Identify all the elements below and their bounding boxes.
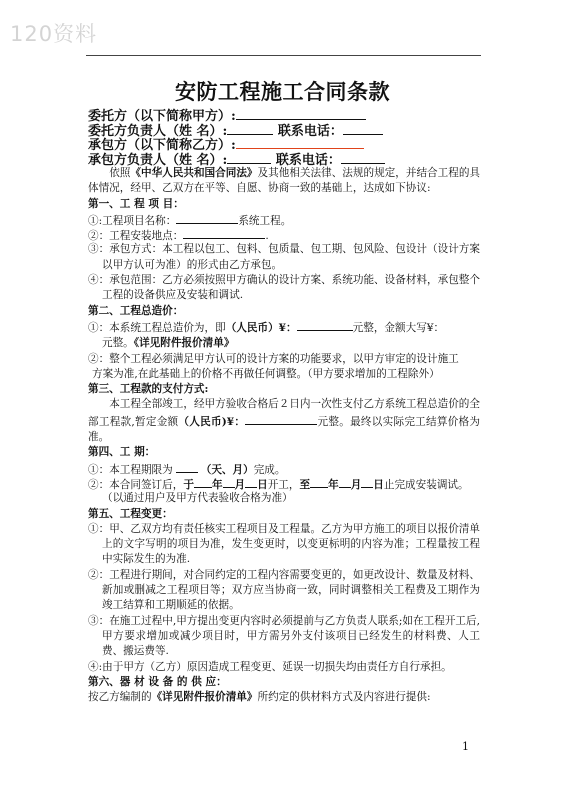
install-location-line: ②：工程安装地点： . — [88, 227, 480, 242]
duration-blank[interactable] — [176, 461, 198, 473]
client-rep-line — [88, 123, 480, 138]
change-item-3: ③：在施工过程中,甲方提出变更内容时必须提前与乙方负责人联系;如在工程开工后,甲方要求增加或减少项目时，甲方需另外支付该项目已经发生的材料费、人工费、搬运费等. — [88, 614, 480, 658]
change-item-2: ②：工程进行期间，对合同约定的工程内容需要变更的，如更改设计、数量及材料、新加或删减之工程项目等；双方应当协商一致，同时调整相关工程费及工期作为竣工结算和工期顺延的依据。 — [88, 568, 480, 612]
install-location-blank[interactable] — [183, 227, 265, 239]
section-3-heading: 第三、工程款的支付方式: — [88, 383, 209, 396]
end-day-blank[interactable] — [361, 476, 373, 488]
start-month-blank[interactable] — [223, 476, 235, 488]
intro-paragraph: 依照《中华人民共和国合同法》及其他相关法律、法规的规定，并结合工程的具体情况，经甲、乙双方在平等、自愿、协商一致的基础上，达成如下协议: — [88, 167, 481, 195]
payment-blank[interactable] — [245, 413, 317, 425]
header-rule — [86, 55, 481, 56]
contract-mode-item: ③：承包方式：本工程以包工、包料、包质量、包工期、包风险、包设计（设计方案以甲方认可为准）的形式由乙方承包。 — [88, 243, 480, 271]
end-year-blank[interactable] — [310, 476, 328, 488]
contract-body — [88, 108, 480, 705]
client-label: 委托方（以下简称甲方）: — [88, 109, 236, 124]
section-6-heading: 第六、器 材 设 备 的 供 应： — [88, 675, 227, 688]
contractor-phone-label: 联系电话： — [275, 152, 341, 168]
section-1-heading: 第一、工 程 项 目： — [88, 197, 184, 210]
end-month-blank[interactable] — [339, 476, 351, 488]
contractor-rep-blank[interactable] — [227, 152, 271, 164]
contract-scope-item: ④：承包范围：乙方必须按照甲方确认的设计方案、系统功能、设备材料，承包整个工程的设备供应及安装和调试. — [88, 274, 480, 302]
contractor-phone-blank[interactable] — [341, 152, 385, 164]
client-blank[interactable] — [236, 108, 366, 120]
client-rep-blank[interactable] — [227, 123, 273, 135]
section-2-heading: 第二、工程总造价： — [88, 304, 184, 317]
section-4-heading: 第四、工 期： — [88, 446, 156, 459]
start-year-blank[interactable] — [194, 476, 212, 488]
total-price-item: ①：本系统工程总造价为，即（人民币）¥： 元整，金额大写¥： 元整。《详见附件报价清单》 — [88, 319, 480, 352]
contractor-blank[interactable] — [236, 137, 364, 149]
start-day-blank[interactable] — [245, 476, 257, 488]
design-requirement-item: ②：整个工程必须满足甲方认可的设计方案的功能要求，以甲方审定的设计施工 — [88, 352, 459, 365]
page-title: 安防工程施工合同条款 — [175, 79, 390, 104]
watermark: 120资料 — [10, 22, 98, 46]
client-rep-label: 委托方负责人（姓 名）: — [88, 123, 228, 139]
client-phone-blank[interactable] — [343, 123, 383, 135]
change-item-1: ①：甲、乙双方均有责任核实工程项目及工程量。乙方为甲方施工的项目以报价清单上的文字写明的项目为准，发生变更时，以变更标明的内容为准；工程量按工程中实际发生的为准. — [88, 522, 480, 566]
price-blank[interactable] — [297, 319, 353, 331]
client-phone-label: 联系电话： — [277, 123, 343, 139]
supply-paragraph: 按乙方编制的《详见附件报价清单》所约定的供材料方式及内容进行提供: — [88, 691, 431, 704]
contractor-line — [88, 137, 480, 152]
design-requirement-cont: 方案为准,在此基础上的价格不再做任何调整。（甲方要求增加的工程除外） — [92, 367, 440, 380]
law-reference: 《中华人民共和国合同法》 — [130, 167, 258, 179]
client-line — [88, 108, 480, 123]
page-number: 1 — [462, 740, 469, 753]
payment-paragraph: 本工程全部竣工，经甲方验收合格后２日内一次性支付乙方系统工程总造价的全部工程款,暂定金额（人民币)¥： 元整。最终以实际完工结算价格为准。 — [88, 398, 480, 444]
contractor-rep-line — [88, 152, 480, 167]
project-name-line: ①:工程项目名称： 系统工程。 — [88, 212, 480, 227]
change-item-4: ④:由于甲方（乙方）原因造成工程变更、延误一切损失均由责任方自行承担。 — [88, 660, 452, 673]
acceptance-note: （以通过用户及甲方代表验收合格为准） — [102, 492, 293, 505]
section-5-heading: 第五、工程变更： — [88, 507, 173, 520]
contractor-rep-label: 承包方负责人（姓 名）: — [88, 152, 228, 168]
schedule-line: ②：本合同签订后，于 年 月 日开工，至 年 月 日止完成安装调试。 — [88, 476, 480, 491]
quote-list-reference: 《详见附件报价清单》 — [133, 337, 235, 350]
duration-line: ①：本工程期限为 （天、月）完成。 — [88, 461, 480, 476]
contractor-label: 承包方（以下简称乙方）: — [88, 138, 236, 153]
project-name-blank[interactable] — [176, 212, 238, 224]
